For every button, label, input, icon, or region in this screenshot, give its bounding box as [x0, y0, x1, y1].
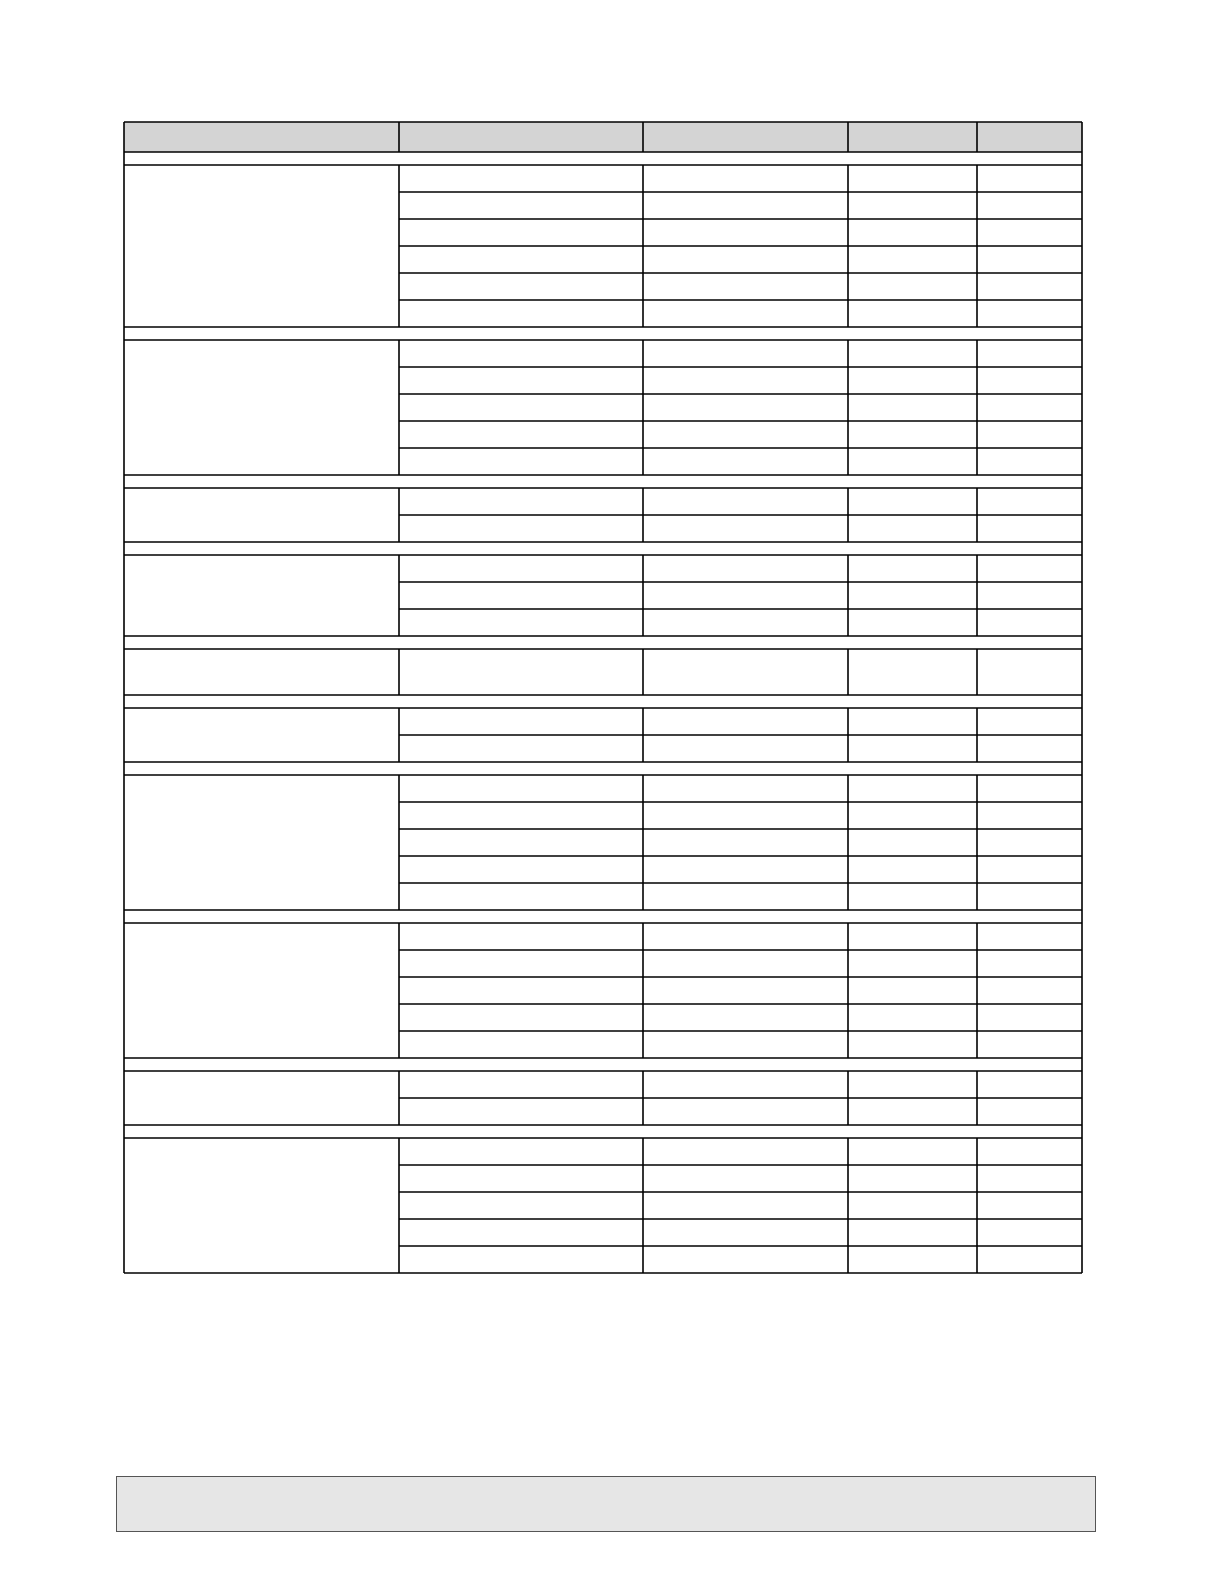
header-row — [124, 122, 1082, 152]
footer-bar — [116, 1476, 1096, 1532]
